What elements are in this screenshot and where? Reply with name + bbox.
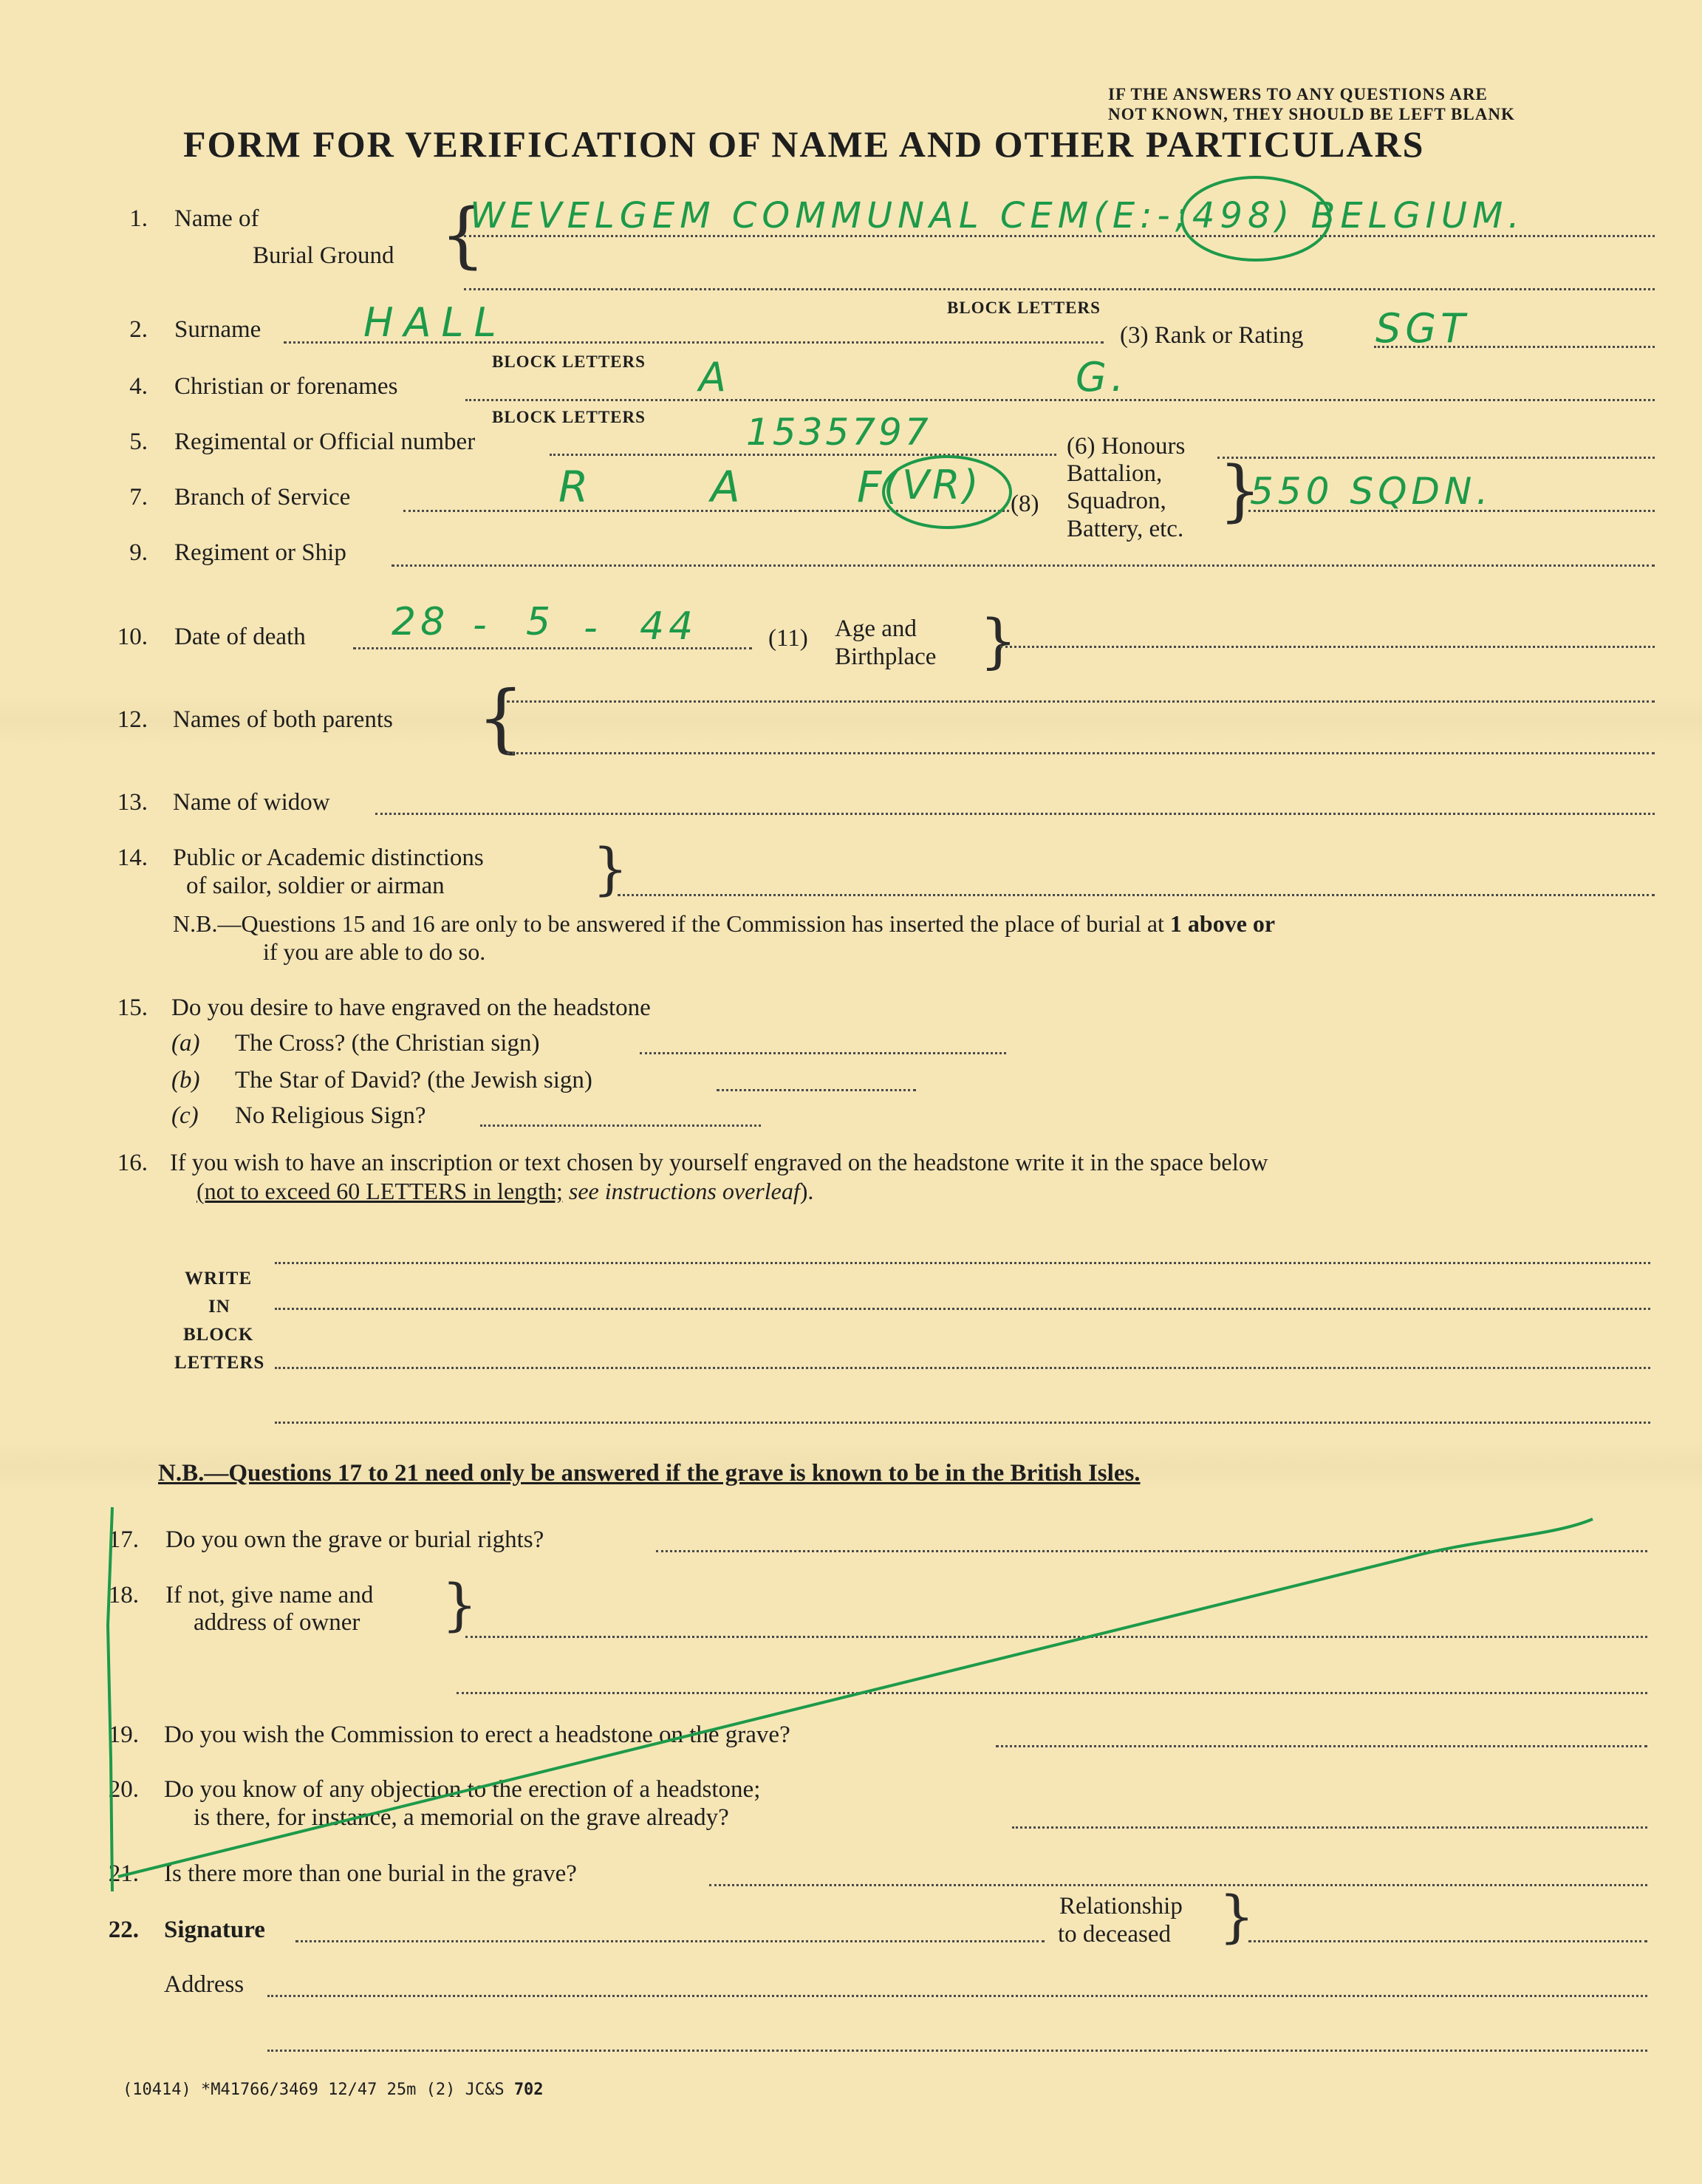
q16-number: 16.: [117, 1150, 148, 1176]
q15b-key: (b): [171, 1067, 200, 1093]
q11-label-a: Age and: [835, 615, 917, 642]
cancel-stroke-vertical: [108, 1507, 112, 1891]
q10-label: Date of death: [174, 624, 306, 650]
q1-label-a: Name of: [174, 205, 259, 232]
vr-circle: [884, 457, 1011, 528]
relationship-label-b: to deceased: [1058, 1921, 1171, 1948]
q18-label-b: address of owner: [194, 1609, 360, 1636]
footer-code-number: 702: [513, 2081, 544, 2099]
q22-label: Signature: [164, 1917, 265, 1943]
q11-number: (11): [768, 625, 808, 652]
cem-code-circle: [1182, 177, 1330, 260]
q9-number: 9.: [129, 539, 148, 566]
q1-brace: {: [440, 194, 486, 276]
q8-label-c: Battery, etc.: [1067, 516, 1184, 542]
q9-label: Regiment or Ship: [174, 539, 346, 566]
write-label-3: BLOCK: [183, 1325, 254, 1345]
q15a-key: (a): [171, 1030, 200, 1057]
q7-label: Branch of Service: [174, 484, 351, 511]
q14-number: 14.: [117, 844, 148, 871]
write-label-2: IN: [208, 1297, 230, 1317]
branch-vr-answer: (VR): [884, 462, 982, 508]
q13-number: 13.: [117, 789, 148, 816]
q4-label: Christian or forenames: [174, 373, 398, 400]
q18-label-a: If not, give name and: [165, 1582, 374, 1608]
battalion-answer: 550 SQDN.: [1250, 470, 1493, 513]
q21-label: Is there more than one burial in the grave?: [164, 1860, 577, 1887]
q10-number: 10.: [117, 624, 148, 650]
q8-brace: }: [1219, 452, 1262, 530]
q13-label: Name of widow: [173, 789, 330, 816]
footer-code-text: (10414) *M41766/3469 12/47 25m (2) JC&S: [123, 2081, 505, 2099]
death-dash-2: -: [584, 606, 602, 650]
q22-number: 22.: [108, 1917, 139, 1943]
q20-label-a: Do you know of any objection to the erection of a headstone;: [164, 1776, 761, 1803]
q16-label-a: If you wish to have an inscription or text chosen by yourself engraved on the headstone write it in the space below: [170, 1150, 1268, 1176]
death-dash-1: -: [473, 603, 491, 647]
rank-answer: SGT: [1375, 305, 1470, 352]
q20-number: 20.: [108, 1776, 139, 1803]
branch-f-answer: F: [857, 462, 886, 512]
q15-number: 15.: [117, 994, 148, 1021]
q5-block-letters: BLOCK LETTERS: [492, 408, 646, 426]
relationship-brace: }: [1219, 1883, 1255, 1949]
death-year-answer: 44: [640, 604, 698, 649]
q4-number: 4.: [129, 373, 148, 400]
cancel-stroke-line: [118, 1519, 1593, 1877]
q16-end: ).: [799, 1178, 814, 1204]
q15-label: Do you desire to have engraved on the headstone: [171, 994, 651, 1021]
q14-label-b: of sailor, soldier or airman: [186, 873, 445, 899]
q2-number: 2.: [129, 316, 148, 343]
q17-number: 17.: [108, 1526, 139, 1553]
q1-label-b: Burial Ground: [253, 242, 394, 269]
forename-1-answer: A: [699, 354, 731, 400]
q12-brace: {: [477, 675, 524, 761]
q2-label: Surname: [174, 316, 262, 343]
q6-label: (6) Honours: [1067, 433, 1186, 460]
q19-number: 19.: [108, 1721, 139, 1748]
q20-label-b: is there, for instance, a memorial on the grave already?: [194, 1804, 729, 1831]
q18-number: 18.: [108, 1582, 139, 1608]
q5-label: Regimental or Official number: [174, 429, 476, 455]
q4-block-letters: BLOCK LETTERS: [492, 352, 646, 371]
official-number-answer: 1535797: [746, 411, 932, 454]
relationship-label-a: Relationship: [1059, 1893, 1183, 1919]
q8-label-b: Squadron,: [1067, 488, 1166, 514]
q16-instructions: see instructions overleaf: [568, 1178, 800, 1204]
q15b-label: The Star of David? (the Jewish sign): [235, 1067, 592, 1093]
death-day-answer: 28: [392, 600, 450, 644]
write-label-4: LETTERS: [174, 1353, 265, 1373]
header-note-line2: NOT KNOWN, THEY SHOULD BE LEFT BLANK: [1108, 105, 1515, 123]
nb1-bold: 1 above or: [1169, 910, 1276, 937]
q7-number: 7.: [129, 484, 148, 511]
q15c-label: No Religious Sign?: [235, 1102, 426, 1129]
burial-ground-answer: WEVELGEM COMMUNAL CEM(E:-;498) BELGIUM.: [470, 195, 1525, 236]
branch-r-answer: R: [558, 462, 593, 512]
q3-block-letters: BLOCK LETTERS: [947, 298, 1101, 317]
q16-limit: (not to exceed 60 LETTERS in length;: [196, 1178, 563, 1204]
q8-number: (8): [1011, 491, 1039, 517]
q3-label: (3) Rank or Rating: [1120, 322, 1304, 349]
q17-label: Do you own the grave or burial rights?: [165, 1526, 544, 1553]
surname-answer: HALL: [363, 299, 507, 346]
q19-label: Do you wish the Commission to erect a headstone on the grave?: [164, 1721, 790, 1748]
forename-2-answer: G.: [1076, 354, 1129, 400]
header-note-line1: IF THE ANSWERS TO ANY QUESTIONS ARE: [1108, 85, 1488, 103]
q11-brace: }: [980, 607, 1017, 675]
nb2-text: N.B.—Questions 17 to 21 need only be answered if the grave is known to be in the British Isles.: [158, 1460, 1141, 1487]
death-month-answer: 5: [526, 600, 556, 644]
write-label-1: WRITE: [185, 1269, 253, 1289]
form-title: FORM FOR VERIFICATION OF NAME AND OTHER PARTICULARS: [183, 123, 1425, 165]
q12-label: Names of both parents: [173, 706, 393, 733]
branch-a-answer: A: [711, 462, 745, 512]
q18-brace: }: [442, 1572, 478, 1637]
q1-number: 1.: [129, 205, 148, 232]
q14-brace: }: [592, 836, 629, 901]
q8-label-a: Battalion,: [1067, 460, 1163, 487]
q14-label-a: Public or Academic distinctions: [173, 844, 484, 871]
q15a-label: The Cross? (the Christian sign): [235, 1030, 540, 1057]
q21-number: 21.: [108, 1860, 139, 1887]
q15c-key: (c): [171, 1102, 199, 1129]
nb1-line-b: if you are able to do so.: [263, 938, 486, 965]
q12-number: 12.: [117, 706, 148, 733]
address-label: Address: [164, 1971, 245, 1998]
q11-label-b: Birthplace: [835, 644, 937, 670]
q5-number: 5.: [129, 429, 148, 455]
nb1-text: N.B.—Questions 15 and 16 are only to be answered if the Commission has inserted the place of burial at: [173, 910, 1164, 937]
